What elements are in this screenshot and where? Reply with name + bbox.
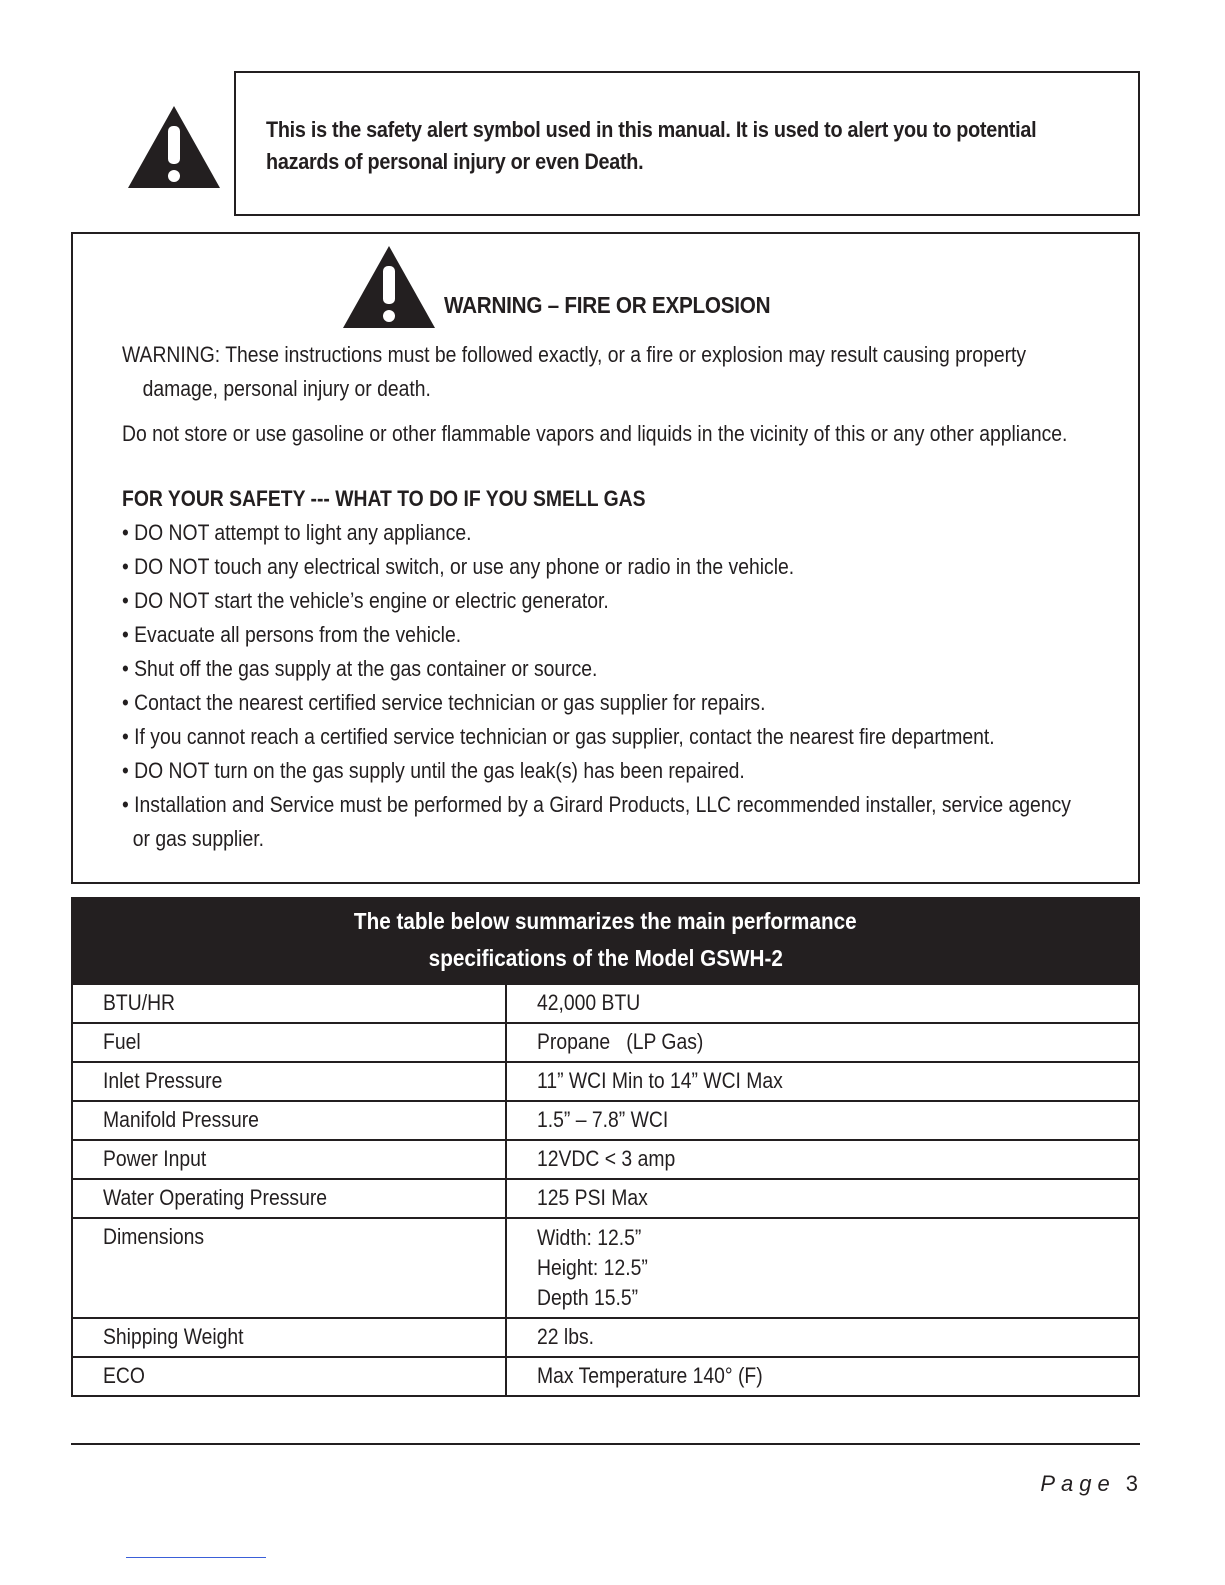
table-header-row — [72, 898, 1139, 984]
page-number — [1040, 1471, 1139, 1497]
table-header — [72, 898, 1139, 984]
spec-value: Propane (LP Gas) — [537, 1029, 704, 1054]
list-item: • Evacuate all persons from the vehicle. — [122, 622, 462, 647]
spec-label: Manifold Pressure — [103, 1107, 259, 1132]
table-row — [72, 1179, 1139, 1218]
spec-label-cell — [72, 1218, 506, 1318]
spec-value-cell — [506, 1179, 1139, 1218]
list-item: • Installation and Service must be performed by a Girard Products, LLC recommended installer, service agency — [122, 792, 1071, 817]
spec-value: 12VDC < 3 amp — [537, 1146, 676, 1171]
footer-divider — [71, 1443, 1140, 1445]
spec-label-cell — [72, 1140, 506, 1179]
spec-label-cell — [72, 1062, 506, 1101]
spec-label: Shipping Weight — [103, 1324, 244, 1349]
warning-paragraph-line: damage, personal injury or death. — [142, 376, 431, 401]
spec-value-cell — [506, 1101, 1139, 1140]
spec-value-cell — [506, 1357, 1139, 1396]
list-item: • If you cannot reach a certified service technician or gas supplier, contact the nearest fire department. — [122, 724, 995, 749]
spec-value-cell — [506, 1318, 1139, 1357]
list-item: • DO NOT turn on the gas supply until the gas leak(s) has been repaired. — [122, 758, 745, 783]
spec-label: Inlet Pressure — [103, 1068, 223, 1093]
spec-label-cell — [72, 1101, 506, 1140]
spec-value: 1.5” – 7.8” WCI — [537, 1107, 669, 1132]
spec-value: Width: 12.5” Height: 12.5” Depth 15.5” — [537, 1225, 648, 1310]
table-row — [72, 1023, 1139, 1062]
warning-paragraph-line: Do not store or use gasoline or other flammable vapors and liquids in the vicinity of this or any other appliance. — [122, 421, 1068, 446]
spec-value-cell — [506, 1140, 1139, 1179]
list-item: • Contact the nearest certified service technician or gas supplier for repairs. — [122, 690, 766, 715]
list-item: • DO NOT touch any electrical switch, or use any phone or radio in the vehicle. — [122, 554, 795, 579]
spec-value-cell — [506, 1023, 1139, 1062]
list-item: • Shut off the gas supply at the gas container or source. — [122, 656, 598, 681]
table-header-line: specifications of the Model GSWH-2 — [428, 945, 783, 971]
bottom-link-underline — [126, 1557, 266, 1558]
safety-alert-box — [234, 71, 1140, 216]
spec-label-cell — [72, 1023, 506, 1062]
spec-label: BTU/HR — [103, 990, 176, 1015]
table-row — [72, 1140, 1139, 1179]
spec-label-cell — [72, 984, 506, 1023]
spec-label-cell — [72, 1179, 506, 1218]
warning-triangle-icon — [128, 106, 220, 188]
warning-paragraph — [122, 338, 1173, 406]
page-number-value: 3 — [1125, 1471, 1139, 1496]
table-row — [72, 1218, 1139, 1318]
table-row — [72, 1357, 1139, 1396]
spec-value: 22 lbs. — [537, 1324, 595, 1349]
warning-paragraph-line: WARNING: These instructions must be followed exactly, or a fire or explosion may result causing property — [122, 342, 1027, 367]
list-item: • DO NOT attempt to light any appliance. — [122, 520, 472, 545]
spec-value-cell — [506, 1218, 1139, 1318]
spec-value: 11” WCI Min to 14” WCI Max — [537, 1068, 783, 1093]
spec-label: ECO — [103, 1363, 145, 1388]
spec-value-cell — [506, 1062, 1139, 1101]
table-row — [72, 1318, 1139, 1357]
spec-value-cell — [506, 984, 1139, 1023]
spec-label-cell — [72, 1357, 506, 1396]
spec-value: 125 PSI Max — [537, 1185, 648, 1210]
page-label: Page — [1040, 1471, 1116, 1496]
warning-heading: WARNING – FIRE OR EXPLOSION — [444, 292, 771, 318]
spec-value: Max Temperature 140° (F) — [537, 1363, 763, 1388]
spec-label: Water Operating Pressure — [103, 1185, 328, 1210]
safety-alert-text — [266, 114, 1159, 178]
table-row — [72, 984, 1139, 1023]
list-item: or gas supplier. — [122, 826, 264, 851]
spec-label: Dimensions — [103, 1224, 205, 1249]
fire-explosion-warning-box — [71, 232, 1140, 884]
spec-value: 42,000 BTU — [537, 990, 641, 1015]
spec-label-cell — [72, 1318, 506, 1357]
table-row — [72, 1101, 1139, 1140]
storage-warning-paragraph — [122, 417, 1221, 451]
table-header-line: The table below summarizes the main performance — [354, 908, 857, 934]
table-row — [72, 1062, 1139, 1101]
performance-spec-table — [71, 897, 1140, 1397]
warning-triangle-icon — [343, 246, 435, 328]
alert-line: hazards of personal injury or even Death. — [266, 149, 644, 174]
spec-label: Fuel — [103, 1029, 141, 1054]
alert-line: This is the safety alert symbol used in this manual. It is used to alert you to potential — [266, 117, 1037, 142]
safety-instructions-list — [122, 516, 1225, 856]
safety-section-title: FOR YOUR SAFETY --- WHAT TO DO IF YOU SMELL GAS — [122, 486, 646, 511]
list-item: • DO NOT start the vehicle’s engine or electric generator. — [122, 588, 609, 613]
spec-label: Power Input — [103, 1146, 207, 1171]
